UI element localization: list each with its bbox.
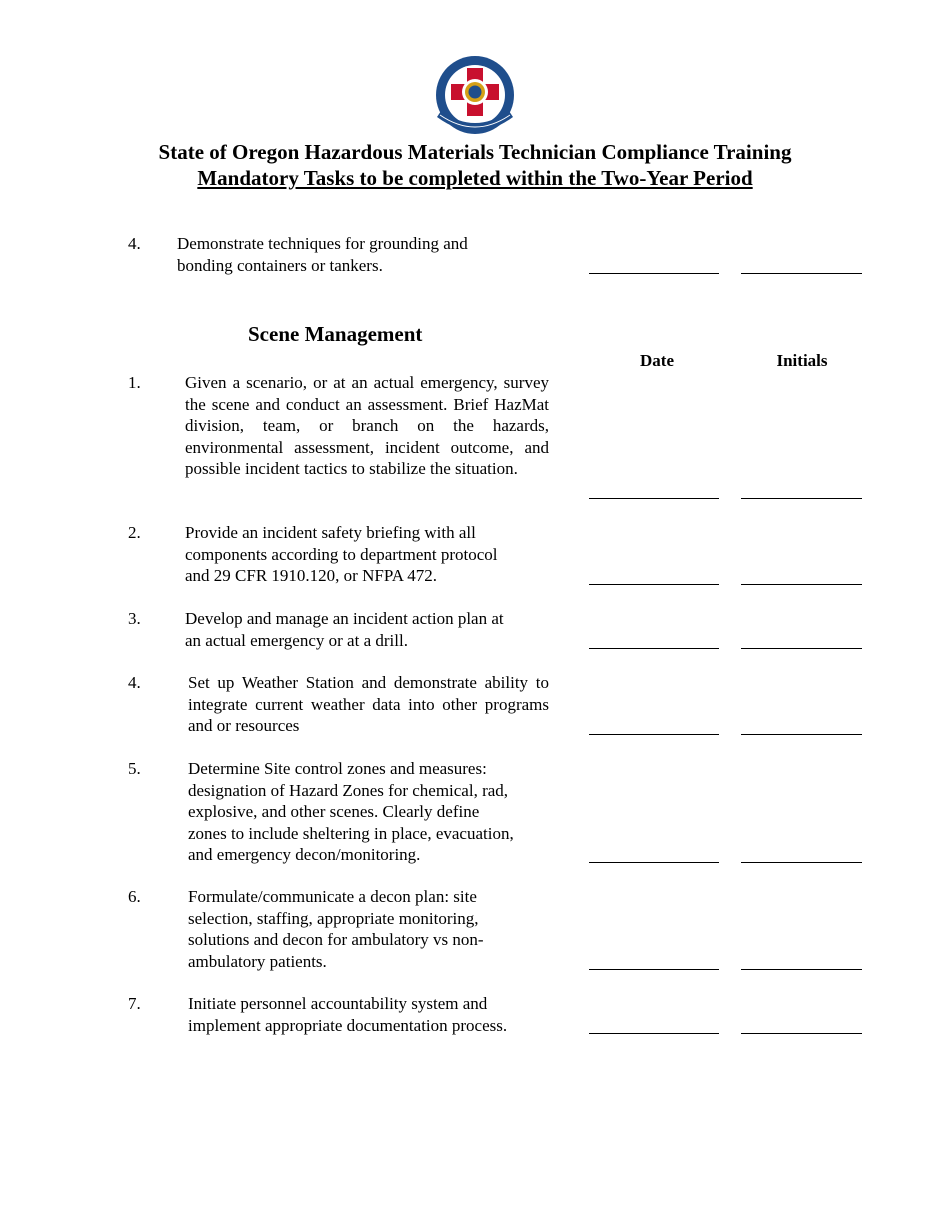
task-description: Set up Weather Station and demonstrate ability to integrate current weather data into other programs and or resources [188,673,549,735]
initials-signature-line[interactable] [741,648,862,649]
task-number: 4. [128,673,141,692]
task-description: Formulate/communicate a decon plan: site selection, staffing, appropriate monitoring, solutions and decon for ambulatory vs non- ambulatory patients. [188,887,484,971]
initials-signature-line[interactable] [741,969,862,970]
task-description: Determine Site control zones and measures: designation of Hazard Zones for chemical, rad, explosive, and other scenes. Clearly define zones to include sheltering in place, evacuation, and emergency decon/monitoring. [188,759,514,864]
initials-signature-line[interactable] [741,734,862,735]
date-column-header: Date [640,351,674,370]
task-description: Develop and manage an incident action plan at an actual emergency or at a drill. [185,609,504,650]
date-signature-line[interactable] [589,273,719,274]
initials-signature-line[interactable] [741,862,862,863]
task-number: 4. [128,234,141,253]
date-signature-line[interactable] [589,498,719,499]
oregon-state-fire-marshal-logo [431,55,519,139]
task-description: Given a scenario, or at an actual emergency, survey the scene and conduct an assessment. Brief HazMat division, team, or branch on the hazards, environmental assessment, incident outcome, and possible incident tactics to stabilize the situation. [185,373,549,478]
task-number: 2. [128,523,141,542]
date-signature-line[interactable] [589,1033,719,1034]
task-description: Provide an incident safety briefing with all components according to department protocol and 29 CFR 1910.120, or NFPA 472. [185,523,498,585]
task-number: 1. [128,373,141,392]
document-subtitle: Mandatory Tasks to be completed within the Two-Year Period [197,166,753,190]
task-description: Initiate personnel accountability system and implement appropriate documentation process. [188,994,508,1035]
initials-signature-line[interactable] [741,273,862,274]
task-number: 6. [128,887,141,906]
section-title: Scene Management [248,322,423,346]
task-description: Demonstrate techniques for grounding and bonding containers or tankers. [177,234,468,275]
initials-signature-line[interactable] [741,584,862,585]
date-signature-line[interactable] [589,648,719,649]
date-signature-line[interactable] [589,862,719,863]
task-number: 5. [128,759,141,778]
task-number: 7. [128,994,141,1013]
initials-signature-line[interactable] [741,498,862,499]
initials-column-header: Initials [776,351,828,370]
document-title: State of Oregon Hazardous Materials Technician Compliance Training [158,140,792,164]
date-signature-line[interactable] [589,969,719,970]
initials-signature-line[interactable] [741,1033,862,1034]
task-number: 3. [128,609,141,628]
date-signature-line[interactable] [589,734,719,735]
date-signature-line[interactable] [589,584,719,585]
